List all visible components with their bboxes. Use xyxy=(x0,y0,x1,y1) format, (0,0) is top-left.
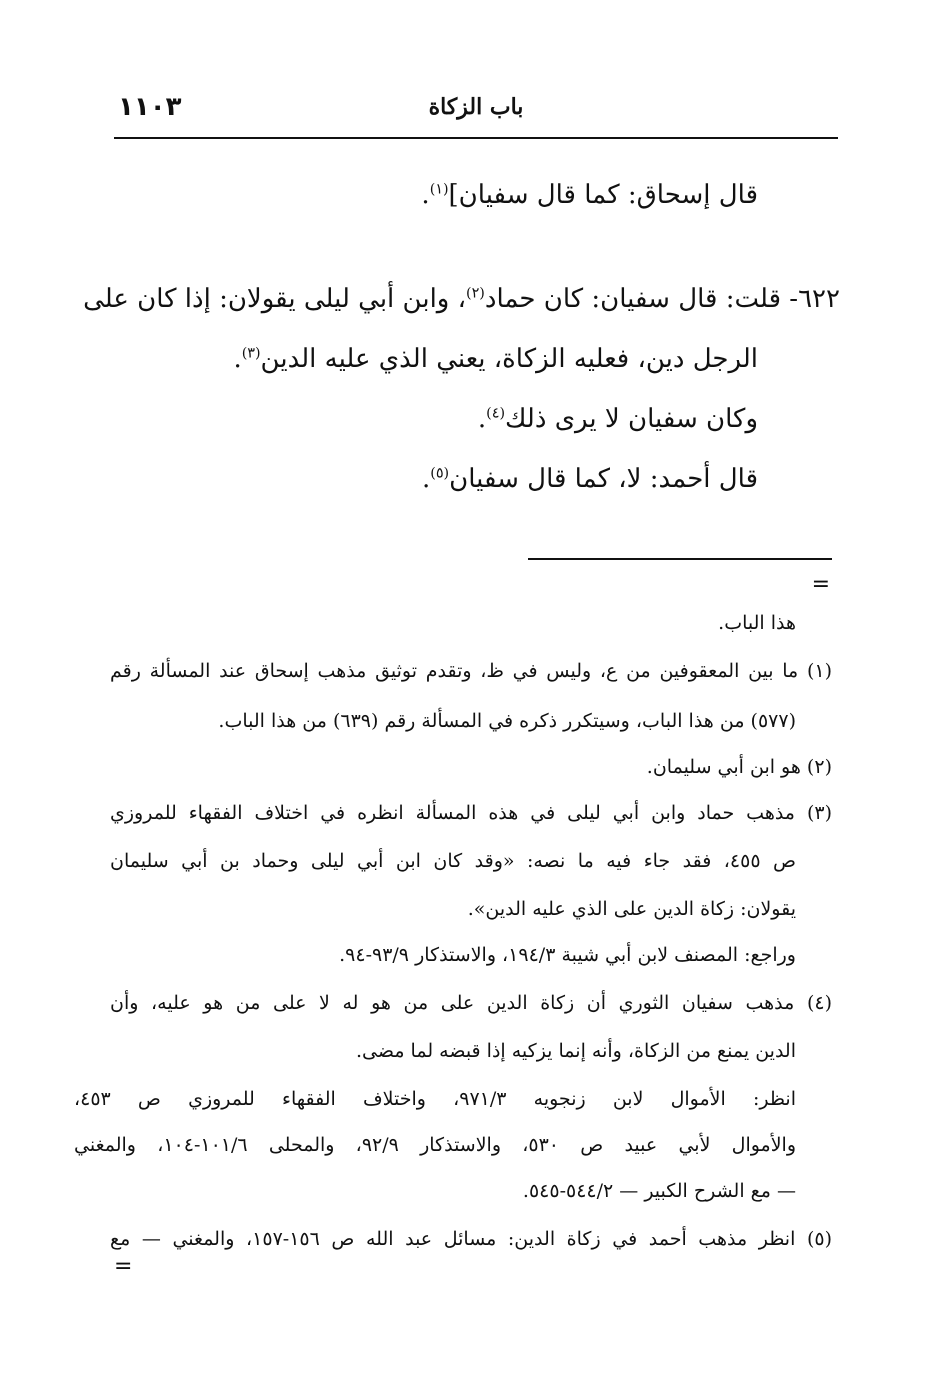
question-622-line-3-end: . xyxy=(477,404,487,434)
question-622-line-2 xyxy=(233,344,758,374)
footnote-4-line-2: الدين يمنع من الزكاة، وأنه إنما يزكيه إذا قبضه لما مضى. xyxy=(355,1040,796,1062)
footnote-ref-4: (٤) xyxy=(486,405,506,422)
footnote-3-line-2: ص ٤٥٥، فقد جاء فيه ما نصه: «وقد كان ابن أبي ليلى وحماد بن أبي سليمان xyxy=(110,850,796,872)
footnote-1-line-2: (٥٧٧) من هذا الباب، وسيتكرر ذكره في المسألة رقم (٦٣٩) من هذا الباب. xyxy=(218,710,796,732)
footnote-3-line-4: وراجع: المصنف لابن أبي شيبة ١٩٤/٣، والاستذكار ٩٣/٩-٩٤. xyxy=(339,944,796,966)
question-622-line-3 xyxy=(478,404,758,434)
main-line-1-text: قال إسحاق: كما قال سفيان] xyxy=(448,180,758,210)
question-622-line-4-text: قال أحمد: لا، كما قال سفيان xyxy=(449,464,758,494)
footnote-2: (٢) هو ابن أبي سليمان. xyxy=(646,756,832,778)
question-622-text-b: ، وابن أبي ليلى يقولان: إذا كان على xyxy=(83,284,467,314)
footnote-5-line-1: (٥) انظر مذهب أحمد في زكاة الدين: مسائل عبد الله ص ١٥٦-١٥٧، والمغني — مع xyxy=(110,1228,832,1250)
footnote-3-line-3: يقولان: زكاة الدين على الذي عليه الدين». xyxy=(467,898,796,920)
question-622-line-1 xyxy=(83,284,840,314)
footnote-1-line-1: (١) ما بين المعقوفين من ع، وليس في ظ، وتقدم توثيق مذهب إسحاق عند المسألة رقم xyxy=(110,660,832,682)
footnote-4-line-4: والأموال لأبي عبيد ص ٥٣٠، والاستذكار ٩٢/٩، والمحلى ١٠١/٦-١٠٤، والمغني xyxy=(74,1134,797,1156)
footnote-4-line-5: — مع الشرح الكبير — ٥٤٤/٢-٥٤٥. xyxy=(522,1180,796,1202)
continuation-mark: = xyxy=(811,572,830,597)
end-continuation-mark: = xyxy=(114,1254,133,1279)
question-622-line-4-end: . xyxy=(422,464,431,494)
footnote-4-line-3: انظر: الأموال لابن زنجويه ٩٧١/٣، واختلاف الفقهاء للمروزي ص ٤٥٣، xyxy=(74,1088,796,1110)
page-number: ١١٠٣ xyxy=(118,92,182,122)
question-622-line-2-text: الرجل دين، فعليه الزكاة، يعني الذي عليه الدين xyxy=(260,344,758,374)
main-line-1-end: . xyxy=(421,180,430,210)
header-rule xyxy=(114,137,838,139)
question-622-line-2-end: . xyxy=(233,344,242,374)
main-line-1 xyxy=(421,180,758,210)
question-622-text-a: ٦٢٢- قلت: قال سفيان: كان حماد xyxy=(484,284,840,314)
footnote-4-line-1: (٤) مذهب سفيان الثوري أن زكاة الدين على من هو له لا على من هو عليه، وأن xyxy=(110,992,832,1014)
page-header xyxy=(114,92,838,130)
footnotes-separator xyxy=(528,558,832,560)
question-622-line-3-text: وكان سفيان لا يرى ذلك xyxy=(505,404,758,434)
footnote-ref-2: (٢) xyxy=(466,285,485,302)
question-622-line-4 xyxy=(422,464,758,494)
footnote-continued: هذا الباب. xyxy=(718,612,796,634)
footnote-ref-3: (٣) xyxy=(241,345,261,362)
footnote-ref-5: (٥) xyxy=(430,465,450,482)
footnote-ref-1: (١) xyxy=(429,181,449,198)
footnote-3-line-1: (٣) مذهب حماد وابن أبي ليلى في هذه المسألة انظره في اختلاف الفقهاء للمروزي xyxy=(110,802,832,824)
running-title: باب الزكاة xyxy=(428,94,524,120)
